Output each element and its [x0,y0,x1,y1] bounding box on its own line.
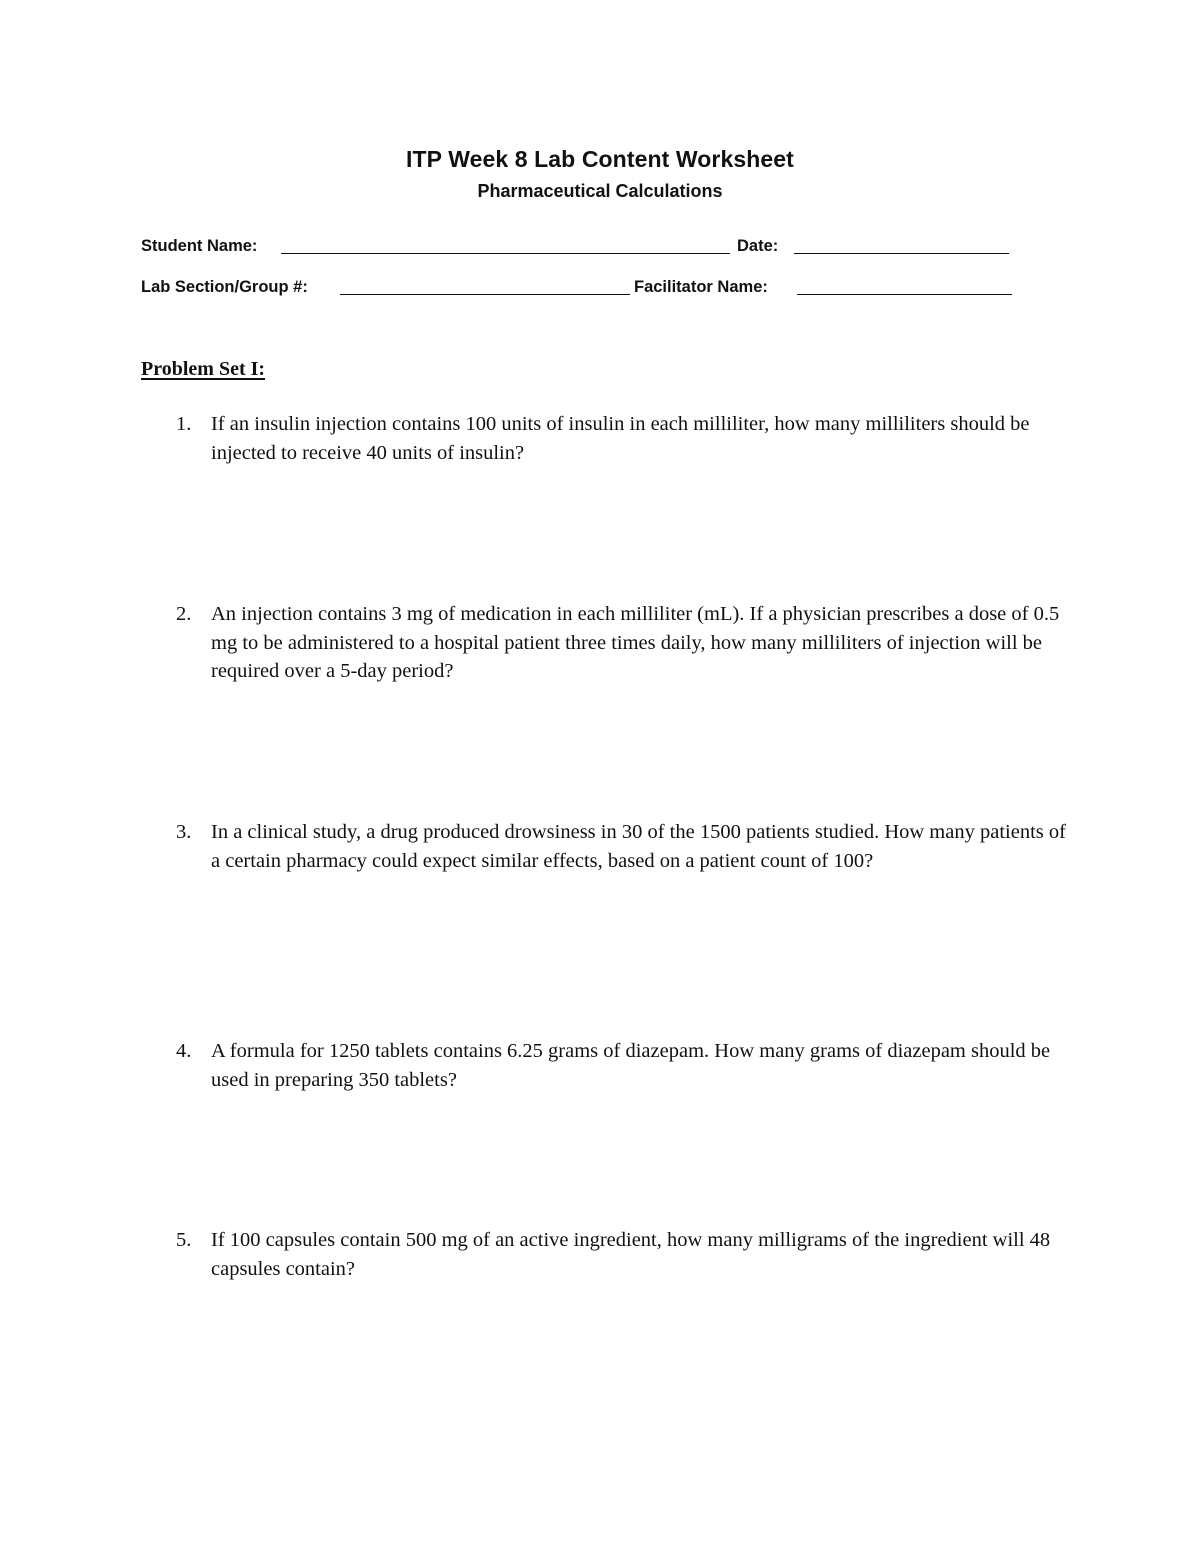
student-name-label: Student Name: [141,237,258,255]
lab-section-label: Lab Section/Group #: [141,278,308,296]
problem-text: If an insulin injection contains 100 units of insulin in each milliliter, how many milliliters should be injected to receive 40 units of insulin? [211,413,1030,464]
date-line[interactable] [794,253,1009,254]
student-info-row [141,233,1021,259]
problem-text: If 100 capsules contain 500 mg of an active ingredient, how many milligrams of the ingredient will 48 capsules contain? [211,1229,1051,1280]
problem-number: 1. [176,413,192,435]
problem-number: 5. [176,1229,192,1251]
lab-section-line[interactable] [340,294,630,295]
problem-set-heading: Problem Set I: [141,358,266,380]
date-label: Date: [737,237,779,255]
lab-info-row [141,274,1021,300]
problem-text: A formula for 1250 tablets contains 6.25 grams of diazepam. How many grams of diazepam should be used in preparing 350 tablets? [211,1040,1051,1091]
worksheet-subtitle: Pharmaceutical Calculations [477,181,723,201]
student-name-line[interactable] [281,253,730,254]
problem-text: In a clinical study, a drug produced drowsiness in 30 of the 1500 patients studied. How many patients of a certain pharmacy could expect similar effects, based on a patient count of 100? [211,821,1066,872]
worksheet-title: ITP Week 8 Lab Content Worksheet [406,146,794,172]
problem-number: 3. [176,821,192,843]
problem-text: An injection contains 3 mg of medication in each milliliter (mL). If a physician prescribes a dose of 0.5 mg to be administered to a hospital patient three times daily, how many milliliters of injection will be required over a 5-day period? [211,603,1060,682]
facilitator-name-line[interactable] [797,294,1012,295]
problem-number: 4. [176,1040,192,1062]
facilitator-name-label: Facilitator Name: [634,278,768,296]
problem-number: 2. [176,603,192,625]
